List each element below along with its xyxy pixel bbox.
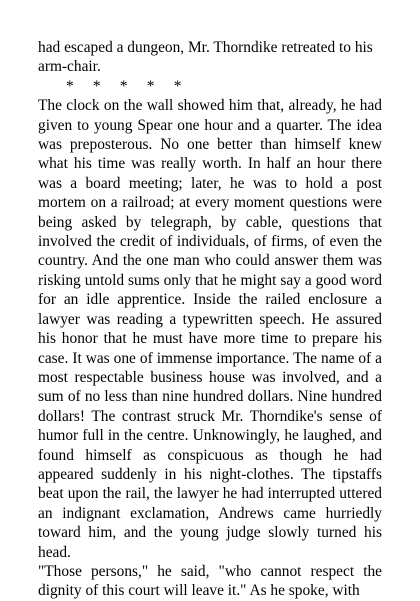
opening-text: had escaped a dungeon, Mr. Thorndike retreated to his arm-chair. bbox=[38, 39, 373, 76]
paragraph-clock: The clock on the wall showed him that, already, he had given to young Spear one hour and a quarter. The idea was preposterous. No one better than himself knew what his time was really worth. In half an hour there was a board meeting; later, he was to hold a post mortem on a railroad; at every moment questions were being asked by telegraph, by cable, questions that involved the credit of individuals, of firms, of even the country. And the one man who could answer them was risking untold sums only that he might say a good word for an idle apprentice. Inside the railed enclosure a lawyer was reading a typewritten speech. He assured his honor that he must have more time to prepare his case. It was one of immense importance. The name of a most respectable business house was involved, and a sum of no less than nine hundred dollars. Nine hundred dollars! The contrast struck Mr. Thorndike's sense of humor full in the centre. Unknowingly, he laughed, and found himself as conspicuous as though he had appeared suddenly in his night-clothes. The tipstaffs beat upon the rail, the lawyer he had interrupted uttered an indignant exclamation, Andrews came hurriedly toward him, and the young judge slowly turned his head. bbox=[38, 97, 382, 561]
scene-break: * * * * * bbox=[66, 77, 182, 95]
paragraph-judge: "Those persons," he said, "who cannot respect the dignity of this court will leave it." As he spoke, with bbox=[38, 562, 382, 600]
book-page bbox=[38, 38, 382, 601]
